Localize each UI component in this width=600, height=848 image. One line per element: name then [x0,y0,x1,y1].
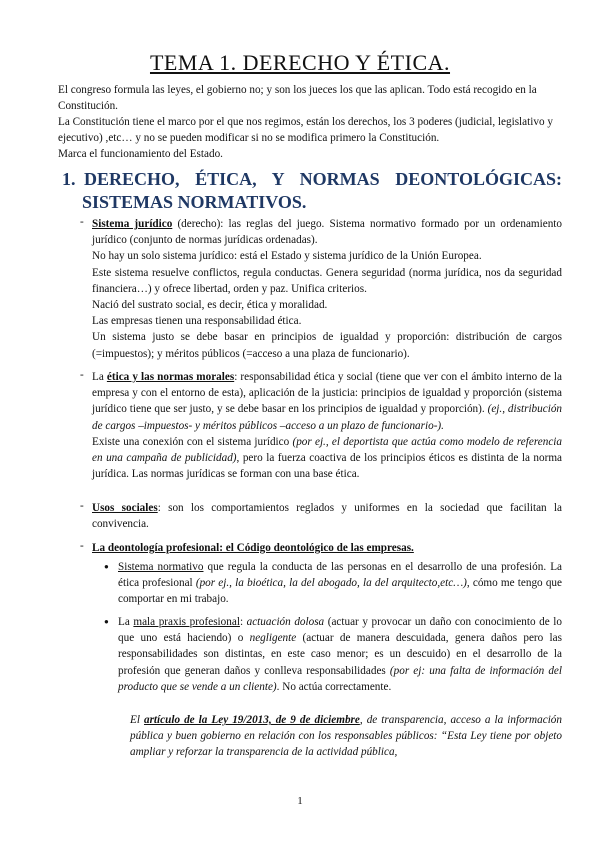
list-item-etica [92,369,562,482]
term-label: ética y las normas morales [106,371,235,383]
dash-marker: - [80,540,84,552]
list-item-usos-sociales [92,500,562,532]
intro-paragraph: La Constitución tiene el marco por el que nos regimos, están los derechos, los 3 poderes (judicial, legislativo y ejecutivo) ,etc… y no se pueden modificar si no se modifica primero la Constitución. [58,116,553,144]
item-paragraph: Las empresas tienen una responsabilidad ética. [92,315,302,328]
item-text: que regula la conducta de las personas en el desarrollo de una profesión. La ética profesional [118,561,562,590]
item-text: La [92,371,107,383]
bullet-marker: ● [104,617,109,626]
section-number: 1. [62,169,76,189]
item-text: (derecho): las reglas del juego. Sistema normativo formado por un ordenamiento jurídico (conjunto de normas jurídicas ordenadas). [92,218,563,247]
term-label: mala praxis profesional [133,616,240,628]
page-title: TEMA 1. DERECHO Y ÉTICA. [149,50,451,75]
example-text: (ej., distribución de cargos –impuestos- y méritos públicos –acceso a un plazo de funcionario-). [92,403,563,432]
section-heading [62,168,562,214]
term-label: Sistema jurídico [92,218,173,230]
list-item-deontologia [92,540,562,556]
list-item-sistema-juridico [92,216,562,362]
dash-marker: - [80,500,84,512]
item-paragraph: No hay un solo sistema jurídico: está el Estado y sistema jurídico de la Unión Europea. [92,250,482,263]
item-text: , cómo me tengo que comportar en mi trabajo. [118,577,562,606]
item-text: : responsabilidad ética y social (tiene que ver con el ámbito interno de la empresa y con el entorno de esta), aplicación de la justicia: principios de igualdad y proporción (sistema jurídico tiene que ser justo, y se debe basar en los principios de igualdad y proporción). [92,371,562,416]
item-paragraph: Este sistema resuelve conflictos, regula conductas. Genera seguridad (norma jurídica, nos da seguridad financiera…) y ofrece libertad, orden y paz. Unifica criterios. [92,266,562,295]
intro-paragraph: Marca el funcionamiento del Estado. [58,148,223,160]
sub-item-sistema-normativo [118,559,562,608]
item-paragraph: Un sistema justo se debe basar en principios de igualdad y proporción: distribución de cargos (=impuestos); y méritos públicos (=acceso a una plaza de funcionario). [92,331,562,360]
item-text: , pero la fuerza coactiva de los principios éticos es distinta de la norma jurídica. Las normas jurídicas se forman con una base ética. [92,452,562,481]
intro-block [58,82,558,162]
section-heading-line2: SISTEMAS NORMATIVOS. [82,192,307,212]
item-text: Existe una conexión con el sistema jurídico [92,435,293,448]
term-label: La deontología profesional: el Código deontológico de las empresas. [92,542,414,554]
item-text: La [118,616,134,628]
quote-text: El [130,714,144,726]
page-number: 1 [297,795,303,807]
dash-marker: - [80,216,84,228]
bullet-marker: ● [104,562,109,571]
term-label: Usos sociales [92,502,158,514]
quote-text: , de transparencia, acceso a la información pública y buen gobierno en relación con los responsables públicos: “Esta Ley tiene por objeto ampliar y reforzar la transparencia de la actividad pública, [130,714,562,759]
item-text: : son los comportamientos reglados y uniformes en la sociedad que facilitan la convivencia. [92,502,562,531]
law-quote [130,712,562,761]
item-text: . No actúa correctamente. [276,680,392,693]
example-text: (por ej., el deportista que actúa como modelo de referencia en una campaña de publicidad) [92,435,562,465]
intro-paragraph: El congreso formula las leyes, el gobierno no; y son los jueces los que las aplican. Todo está recogido en la Constitución. [58,84,537,112]
dash-marker: - [80,369,84,381]
item-text: (actuar y provocar un daño con conocimiento de lo que uno está haciendo) o [118,616,562,645]
term-negligente: negligente [249,632,297,645]
example-text: (por ej., la bioética, la del abogado, la del arquitecto,etc…) [195,577,467,590]
item-paragraph: Nació del sustrato social, es decir, ética y moralidad. [92,299,328,312]
section-heading-line1: DERECHO, ÉTICA, Y NORMAS DEONTOLÓGICAS: [84,169,562,189]
item-text: : [239,616,247,628]
item-text: (actuar de manera descuidada, genera daños pero las responsabilidades son distintas, en este caso menor; es un descuido) en el desarrollo de la profesión que generan daños y conlleva responsabilidades [118,632,562,677]
term-label: Sistema normativo [118,561,204,573]
term-dolosa: actuación dolosa [246,616,325,628]
sub-item-mala-praxis [118,614,562,695]
law-reference: artículo de la Ley 19/2013, de 9 de diciembre [143,714,360,726]
example-text: (por ej: una falta de información del producto que se vende a un cliente) [118,664,563,693]
